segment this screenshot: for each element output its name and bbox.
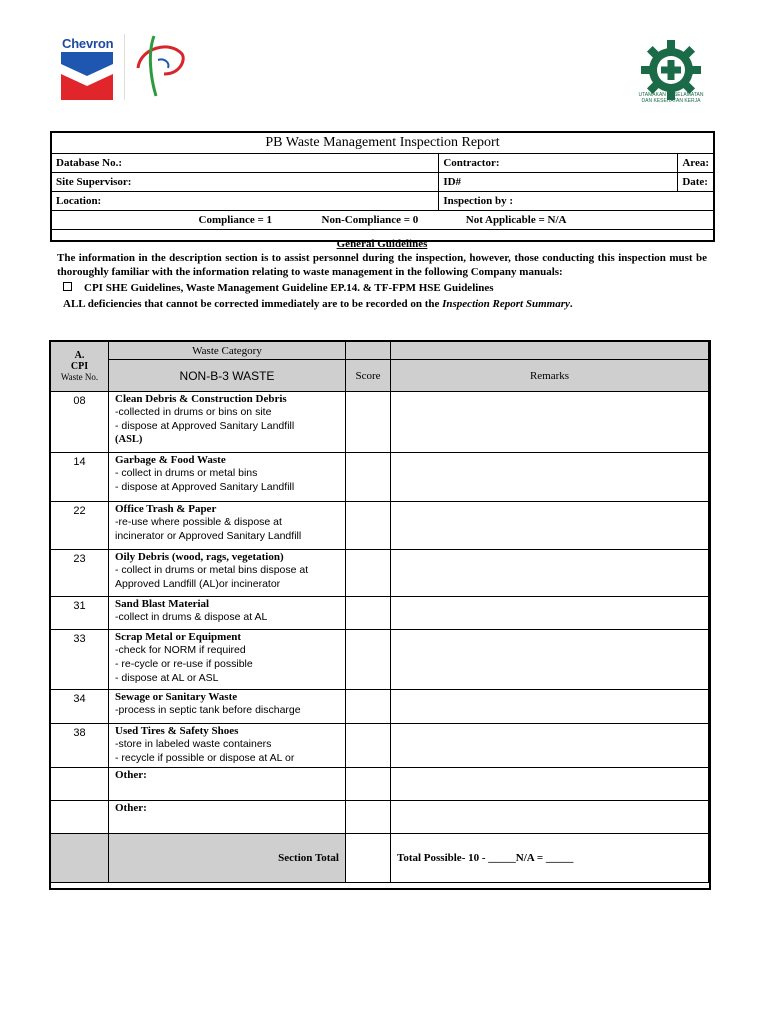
compliance-legend: Compliance = 1 xyxy=(198,214,273,226)
remarks-cell[interactable] xyxy=(391,801,709,834)
remarks-cell[interactable] xyxy=(391,724,709,768)
waste-no: 34 xyxy=(51,690,109,724)
remarks-cell[interactable] xyxy=(391,597,709,630)
score-cell[interactable] xyxy=(346,502,391,550)
guidelines-bullet xyxy=(57,281,707,295)
waste-name: Office Trash & Paper xyxy=(115,503,217,515)
remarks-cell[interactable] xyxy=(391,392,709,453)
non-compliance-legend: Non-Compliance = 0 xyxy=(321,214,419,226)
waste-no: 38 xyxy=(51,724,109,768)
guidelines-paragraph: The information in the description section is to assist personnel during the inspection, however, those conducting this inspection must be thoroughly familiar with the information relating to waste management in the following Company manuals: xyxy=(57,252,707,278)
cpi-header xyxy=(51,342,109,392)
partner-swoosh-logo-icon xyxy=(130,30,190,100)
waste-note: - dispose at Approved Sanitary Landfill xyxy=(115,420,295,432)
waste-name: Sand Blast Material xyxy=(115,598,210,610)
table-row xyxy=(51,550,709,597)
waste-no: 14 xyxy=(51,453,109,502)
inspection-by-field[interactable]: Inspection by : xyxy=(439,192,714,211)
waste-note: - dispose at Approved Sanitary Landfill xyxy=(115,481,295,493)
waste-description xyxy=(109,597,346,630)
chevron-wordmark: Chevron xyxy=(62,36,114,51)
report-header-table xyxy=(51,132,714,230)
waste-note: Approved Landfill (AL)or incinerator xyxy=(115,578,281,590)
score-cell[interactable] xyxy=(346,550,391,597)
score-cell[interactable] xyxy=(346,801,391,834)
waste-description xyxy=(109,724,346,768)
remarks-cell[interactable] xyxy=(391,502,709,550)
score-cell[interactable] xyxy=(346,453,391,502)
waste-note: -collected in drums or bins on site xyxy=(115,406,272,418)
guidelines-bullet-text: CPI SHE Guidelines, Waste Management Guideline EP.14. & TF-FPM HSE Guidelines xyxy=(84,282,494,294)
waste-description xyxy=(109,392,346,453)
score-cell[interactable] xyxy=(346,690,391,724)
score-cell[interactable] xyxy=(346,392,391,453)
waste-note: -collect in drums & dispose at AL xyxy=(115,611,268,623)
guidelines-title: General Guidelines xyxy=(336,238,428,250)
col-waste-no-label: Waste No. xyxy=(60,372,99,382)
total-possible[interactable]: Total Possible- 10 - _____N/A = _____ xyxy=(391,834,709,883)
waste-note: - collect in drums or metal bins dispose at xyxy=(115,564,309,576)
logo-area xyxy=(0,0,768,120)
other-label: Other: xyxy=(115,802,147,814)
database-no-field[interactable]: Database No.: xyxy=(52,154,439,173)
waste-description xyxy=(109,502,346,550)
inspection-report-summary-ref: Inspection Report Summary xyxy=(442,298,570,310)
waste-note: incinerator or Approved Sanitary Landfill xyxy=(115,530,302,542)
waste-name: Clean Debris & Construction Debris xyxy=(115,393,287,405)
waste-no: 08 xyxy=(51,392,109,453)
general-guidelines xyxy=(57,237,707,311)
waste-note: (ASL) xyxy=(115,434,143,445)
remarks-cell[interactable] xyxy=(391,630,709,690)
deficiencies-text: ALL deficiencies that cannot be corrected immediately are to be recorded on the xyxy=(63,298,443,310)
non-b3-waste-header: NON-B-3 WASTE xyxy=(109,360,346,392)
remarks-cell[interactable] xyxy=(391,453,709,502)
other-label: Other: xyxy=(115,769,147,781)
score-cell[interactable] xyxy=(346,597,391,630)
table-row xyxy=(51,690,709,724)
score-cell[interactable] xyxy=(346,724,391,768)
section-total-row xyxy=(51,834,709,883)
scoring-legend xyxy=(52,211,714,230)
deficiencies-period: . xyxy=(569,298,573,310)
remarks-header-top xyxy=(391,342,709,360)
site-supervisor-field[interactable]: Site Supervisor: xyxy=(52,173,439,192)
waste-note: -check for NORM if required xyxy=(115,644,246,656)
chevron-logo xyxy=(59,32,121,104)
waste-note: - collect in drums or metal bins xyxy=(115,467,258,479)
waste-note: - recycle if possible or dispose at AL or xyxy=(115,752,295,764)
remarks-cell[interactable] xyxy=(391,690,709,724)
location-field[interactable]: Location: xyxy=(52,192,439,211)
table-row xyxy=(51,597,709,630)
table-row xyxy=(51,502,709,550)
waste-name: Sewage or Sanitary Waste xyxy=(115,691,238,703)
table-row-other xyxy=(51,801,709,834)
waste-description xyxy=(109,630,346,690)
waste-no: 22 xyxy=(51,502,109,550)
col-cpi-label: CPI xyxy=(70,361,89,372)
waste-description xyxy=(109,453,346,502)
waste-name: Used Tires & Safety Shoes xyxy=(115,725,239,737)
remarks-cell[interactable] xyxy=(391,550,709,597)
table-row xyxy=(51,724,709,768)
checkbox-bullet-icon xyxy=(63,282,72,291)
contractor-field[interactable]: Contractor: xyxy=(439,154,678,173)
score-cell[interactable] xyxy=(346,630,391,690)
waste-category-table xyxy=(50,341,709,883)
score-cell[interactable] xyxy=(346,768,391,801)
waste-description xyxy=(109,690,346,724)
remarks-header: Remarks xyxy=(391,360,709,392)
other-description[interactable] xyxy=(109,768,346,801)
report-title: PB Waste Management Inspection Report xyxy=(52,133,714,154)
waste-no: 23 xyxy=(51,550,109,597)
waste-note: - re-cycle or re-use if possible xyxy=(115,658,253,670)
waste-no: 31 xyxy=(51,597,109,630)
k3-caption xyxy=(628,92,714,104)
waste-no-empty[interactable] xyxy=(51,768,109,801)
waste-note: -process in septic tank before discharge xyxy=(115,704,301,716)
section-total-blank xyxy=(51,834,109,883)
waste-note: - dispose at AL or ASL xyxy=(115,672,219,684)
waste-category-header: Waste Category xyxy=(109,342,346,360)
section-total-score[interactable] xyxy=(346,834,391,883)
other-description[interactable] xyxy=(109,801,346,834)
waste-note: -store in labeled waste containers xyxy=(115,738,272,750)
not-applicable-legend: Not Applicable = N/A xyxy=(465,214,567,226)
col-a-label: A. xyxy=(74,350,85,361)
k3-caption-line1: UTAMAKAN KESELAMATAN xyxy=(638,92,704,98)
waste-name: Oily Debris (wood, rags, vegetation) xyxy=(115,551,284,563)
waste-name: Scrap Metal or Equipment xyxy=(115,631,241,643)
k3-caption-line2: DAN KESEHATAN KERJA xyxy=(641,98,701,104)
id-field[interactable]: ID# xyxy=(439,173,678,192)
chevron-emblem-icon xyxy=(59,50,115,102)
waste-name: Garbage & Food Waste xyxy=(115,454,226,466)
score-header: Score xyxy=(346,360,391,392)
section-total-label: Section Total xyxy=(109,834,346,883)
area-field[interactable]: Area: xyxy=(678,154,714,173)
date-field[interactable]: Date: xyxy=(678,173,714,192)
waste-note: -re-use where possible & dispose at xyxy=(115,516,282,528)
table-row xyxy=(51,392,709,453)
table-row xyxy=(51,453,709,502)
table-row-other xyxy=(51,768,709,801)
score-header-top xyxy=(346,342,391,360)
waste-no-empty[interactable] xyxy=(51,801,109,834)
logo-divider xyxy=(124,34,125,100)
waste-description xyxy=(109,550,346,597)
remarks-cell[interactable] xyxy=(391,768,709,801)
waste-no: 33 xyxy=(51,630,109,690)
guidelines-deficiencies-line xyxy=(57,297,707,311)
table-row xyxy=(51,630,709,690)
